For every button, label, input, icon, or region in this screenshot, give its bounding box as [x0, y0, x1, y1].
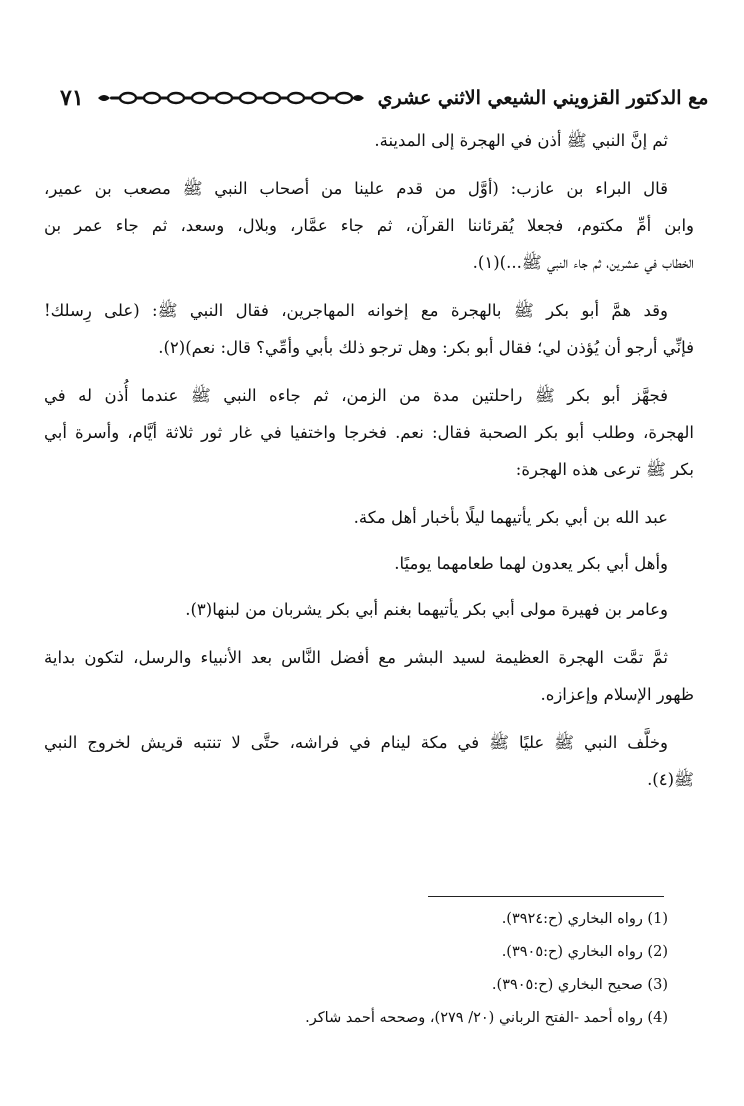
footnote: (4) رواه أحمد -الفتح الرباني (٢٠/ ٢٧٩)، وصححه أحمد شاكر. [305, 1010, 668, 1026]
scroll-chain-ornament-icon [96, 88, 366, 108]
page-header [40, 82, 709, 114]
footnote: (3) صحيح البخاري (ح:٣٩٠٥). [491, 977, 668, 993]
page-number: ٧١ [60, 85, 84, 111]
footnote: (2) رواه البخاري (ح:٣٩٠٥). [501, 944, 668, 960]
footnotes [44, 903, 668, 1035]
paragraph-line: فجهَّز أبو بكر ﷺ راحلتين مدة من الزمن، ثم جاءه النبي ﷺ عندما أُذن له في [44, 386, 668, 405]
list-item: وعامر بن فهيرة مولى أبي بكر يأتيهما بغنم أبي بكر يشربان من لبنها(٣). [185, 600, 668, 619]
paragraph-line: فإنِّي أرجو أن يُؤذن لي؛ فقال أبو بكر: وهل ترجو ذلك بأبي وأمِّي؟ قال: نعم)(٢). [158, 338, 694, 357]
paragraph-line: ثمَّ تمَّت الهجرة العظيمة لسيد البشر مع أفضل النَّاس بعد الأنبياء والرسل، لتكون بداية [44, 648, 668, 667]
paragraph-line: وخلَّف النبي ﷺ عليًا ﷺ في مكة لينام في فراشه، حتَّى لا تنتبه قريش لخروج النبي [44, 733, 668, 752]
running-title: مع الدكتور القزويني الشيعي الاثني عشري [377, 87, 709, 109]
paragraph-line: بكر ﷺ ترعى هذه الهجرة: [515, 460, 694, 479]
paragraph-line: ظهور الإسلام وإعزازه. [540, 685, 694, 704]
paragraph-line: ثم إنَّ النبي ﷺ أذن في الهجرة إلى المدينة. [374, 131, 668, 150]
list-item: وأهل أبي بكر يعدون لهما طعامهما يوميًا. [394, 554, 668, 573]
list-item: عبد الله بن أبي بكر يأتيهما ليلًا بأخبار أهل مكة. [353, 508, 668, 527]
paragraph-line: الهجرة، وطلب أبو بكر الصحبة فقال: نعم. فخرجا واختفيا في غار ثور ثلاثة أيَّام، وأسرة أبي [44, 423, 694, 442]
paragraph-line: قال البراء بن عازب: (أوَّل من قدم علينا من أصحاب النبي ﷺ مصعب بن عمير، [44, 179, 668, 198]
footnote: (1) رواه البخاري (ح:٣٩٢٤). [501, 911, 668, 927]
footnote-divider [428, 896, 664, 897]
paragraph-line: ﷺ(٤). [647, 770, 694, 789]
paragraph-line: وابن أمِّ مكتوم، فجعلا يُقرئاننا القرآن، ثم جاء عمَّار، وبلال، وسعد، ثم جاء عمر بن [44, 216, 694, 235]
paragraph-line: وقد همَّ أبو بكر ﷺ بالهجرة مع إخوانه المهاجرين، فقال النبي ﷺ: (على رِسلك! [44, 301, 668, 320]
main-text [44, 122, 694, 798]
paragraph-line: الخطاب في عشرين، ثم جاء النبي ﷺ...)(١). [472, 253, 694, 272]
